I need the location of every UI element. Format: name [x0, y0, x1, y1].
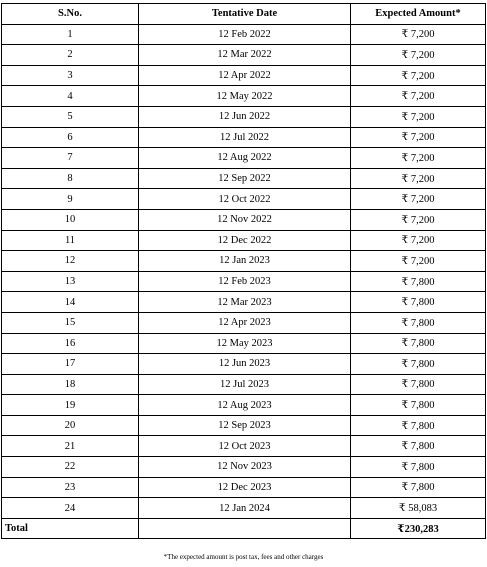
table-row [2, 271, 486, 292]
table-row [2, 148, 486, 169]
total-date [139, 518, 351, 539]
table-row [2, 312, 486, 333]
table-row [2, 106, 486, 127]
cell-amount: ₹ 7,800 [351, 395, 486, 416]
table-row [2, 86, 486, 107]
cell-amount: ₹ 7,200 [351, 148, 486, 169]
cell-amount: ₹ 7,200 [351, 251, 486, 272]
cell-sno: 7 [2, 148, 139, 169]
cell-amount: ₹ 7,200 [351, 86, 486, 107]
header-expected-amount: Expected Amount* [351, 4, 486, 25]
cell-date: 12 Dec 2023 [139, 477, 351, 498]
cell-sno: 10 [2, 209, 139, 230]
cell-sno: 12 [2, 251, 139, 272]
table-row [2, 168, 486, 189]
payment-schedule-table [1, 3, 486, 539]
cell-amount: ₹ 7,200 [351, 106, 486, 127]
table-row [2, 374, 486, 395]
cell-amount: ₹ 7,200 [351, 65, 486, 86]
cell-sno: 18 [2, 374, 139, 395]
cell-amount: ₹ 7,800 [351, 457, 486, 478]
cell-amount: ₹ 7,800 [351, 271, 486, 292]
cell-sno: 22 [2, 457, 139, 478]
table-row [2, 415, 486, 436]
header-sno: S.No. [2, 4, 139, 25]
cell-date: 12 Mar 2023 [139, 292, 351, 313]
cell-sno: 21 [2, 436, 139, 457]
cell-amount: ₹ 7,200 [351, 189, 486, 210]
cell-amount: ₹ 7,800 [351, 436, 486, 457]
table-row [2, 395, 486, 416]
cell-amount: ₹ 7,800 [351, 312, 486, 333]
cell-sno: 13 [2, 271, 139, 292]
table-row [2, 498, 486, 519]
cell-sno: 16 [2, 333, 139, 354]
cell-sno: 17 [2, 354, 139, 375]
cell-amount: ₹ 7,800 [351, 333, 486, 354]
cell-sno: 9 [2, 189, 139, 210]
total-amount: ₹230,283 [351, 518, 486, 539]
header-row [2, 4, 486, 25]
table-row [2, 333, 486, 354]
table-row [2, 354, 486, 375]
cell-sno: 20 [2, 415, 139, 436]
cell-date: 12 Oct 2022 [139, 189, 351, 210]
table-header [2, 4, 486, 25]
cell-sno: 5 [2, 106, 139, 127]
cell-date: 12 Oct 2023 [139, 436, 351, 457]
table-row [2, 65, 486, 86]
cell-amount: ₹ 7,800 [351, 415, 486, 436]
cell-date: 12 Sep 2022 [139, 168, 351, 189]
cell-sno: 8 [2, 168, 139, 189]
cell-date: 12 Nov 2022 [139, 209, 351, 230]
cell-sno: 6 [2, 127, 139, 148]
cell-date: 12 Mar 2022 [139, 45, 351, 66]
cell-amount: ₹ 7,200 [351, 45, 486, 66]
cell-date: 12 Nov 2023 [139, 457, 351, 478]
cell-sno: 23 [2, 477, 139, 498]
table-row [2, 45, 486, 66]
cell-date: 12 May 2023 [139, 333, 351, 354]
table-row [2, 24, 486, 45]
table-row [2, 189, 486, 210]
cell-amount: ₹ 7,800 [351, 477, 486, 498]
table-row [2, 477, 486, 498]
cell-amount: ₹ 58,083 [351, 498, 486, 519]
table-row [2, 251, 486, 272]
table-body [2, 24, 486, 518]
cell-amount: ₹ 7,200 [351, 127, 486, 148]
cell-sno: 14 [2, 292, 139, 313]
cell-amount: ₹ 7,200 [351, 24, 486, 45]
cell-amount: ₹ 7,200 [351, 168, 486, 189]
header-tentative-date: Tentative Date [139, 4, 351, 25]
table-row [2, 457, 486, 478]
footnote: *The expected amount is post tax, fees and other charges [163, 553, 324, 561]
cell-date: 12 Jun 2022 [139, 106, 351, 127]
cell-date: 12 Jul 2023 [139, 374, 351, 395]
cell-sno: 1 [2, 24, 139, 45]
cell-date: 12 Apr 2023 [139, 312, 351, 333]
total-row [2, 518, 486, 539]
cell-date: 12 Jun 2023 [139, 354, 351, 375]
table-row [2, 209, 486, 230]
table-row [2, 230, 486, 251]
table-row [2, 292, 486, 313]
cell-sno: 4 [2, 86, 139, 107]
cell-date: 12 Sep 2023 [139, 415, 351, 436]
cell-sno: 19 [2, 395, 139, 416]
cell-amount: ₹ 7,800 [351, 354, 486, 375]
cell-amount: ₹ 7,800 [351, 374, 486, 395]
table-row [2, 127, 486, 148]
cell-sno: 2 [2, 45, 139, 66]
cell-amount: ₹ 7,800 [351, 292, 486, 313]
cell-date: 12 Jan 2023 [139, 251, 351, 272]
cell-date: 12 Aug 2022 [139, 148, 351, 169]
cell-amount: ₹ 7,200 [351, 230, 486, 251]
cell-date: 12 Jan 2024 [139, 498, 351, 519]
cell-date: 12 Feb 2023 [139, 271, 351, 292]
table-row [2, 436, 486, 457]
cell-sno: 24 [2, 498, 139, 519]
cell-sno: 11 [2, 230, 139, 251]
cell-sno: 15 [2, 312, 139, 333]
cell-date: 12 Apr 2022 [139, 65, 351, 86]
cell-date: 12 Aug 2023 [139, 395, 351, 416]
cell-date: 12 Dec 2022 [139, 230, 351, 251]
cell-sno: 3 [2, 65, 139, 86]
cell-amount: ₹ 7,200 [351, 209, 486, 230]
cell-date: 12 Jul 2022 [139, 127, 351, 148]
total-label: Total [2, 518, 139, 539]
cell-date: 12 May 2022 [139, 86, 351, 107]
cell-date: 12 Feb 2022 [139, 24, 351, 45]
